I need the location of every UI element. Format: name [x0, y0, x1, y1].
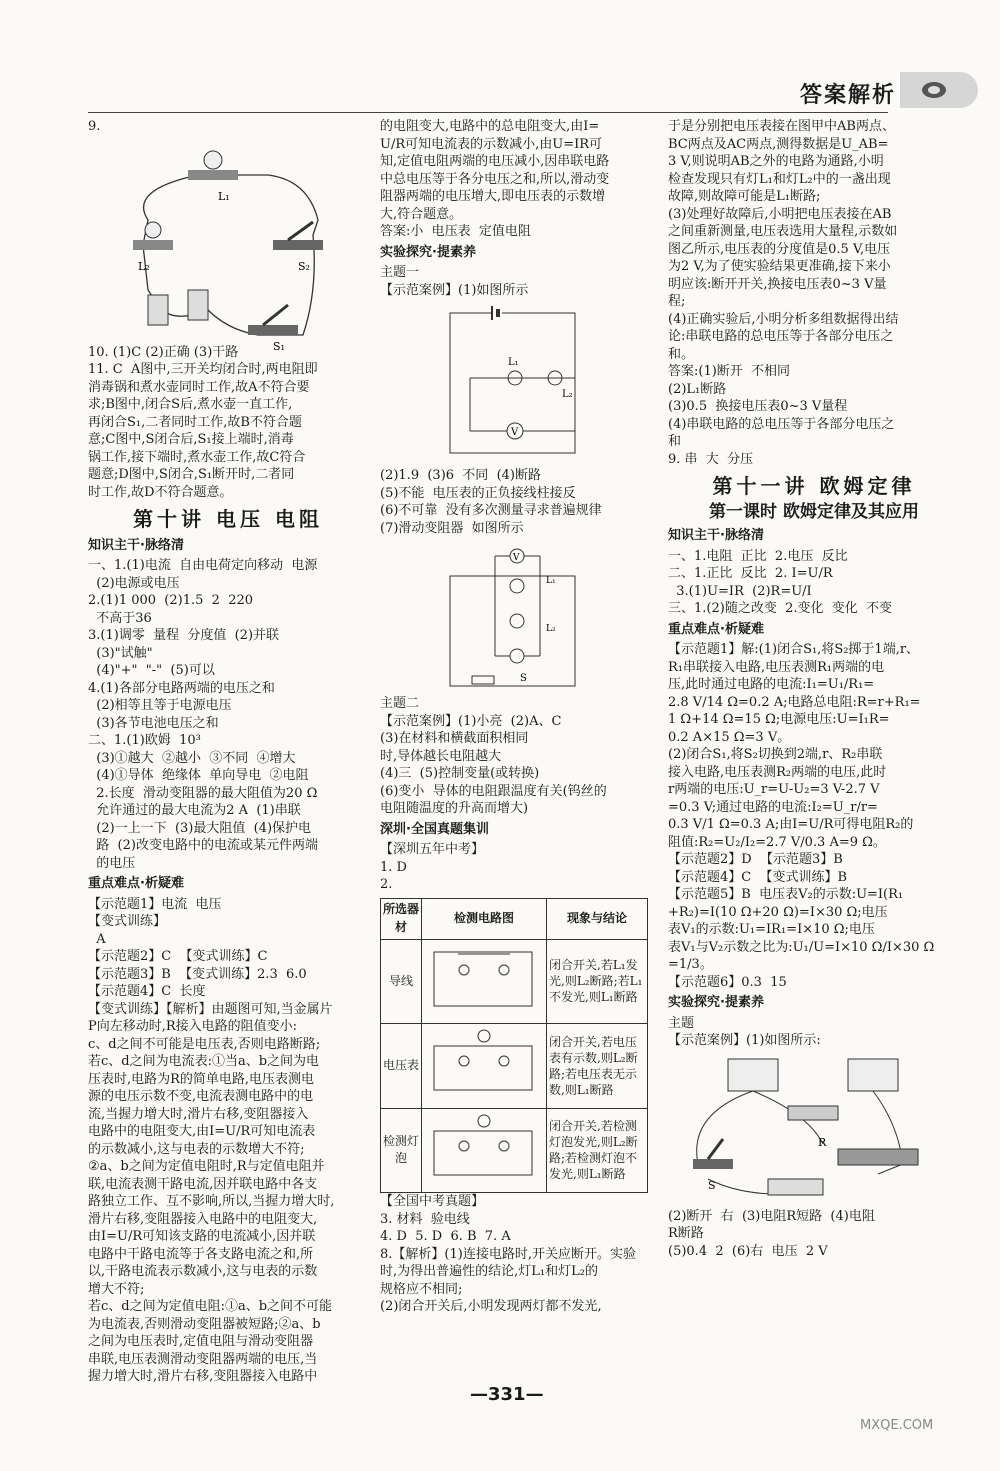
text-line: 程; [668, 294, 686, 309]
table-cell: 检测灯泡 [381, 1108, 422, 1193]
figure-label-l2: L₂ [562, 389, 573, 400]
table-row [381, 939, 648, 1024]
table-header: 检测电路图 [422, 898, 547, 939]
text-line: 10. (1)C (2)正确 (3)干路 [88, 344, 239, 360]
text-line: 联,电流表测干路电流,因并联电路中各支 [88, 1176, 318, 1192]
topic-label: 主题 [668, 1015, 695, 1031]
text-line: 题意;D图中,S闭合,S₁断开时,二者同 [88, 467, 295, 482]
banner-real-tests: 深圳·全国真题集训 [380, 821, 489, 837]
banner-key-points: 重点难点·析疑难 [88, 876, 184, 891]
text-line: (3)0.5 换接电压表0~3 V量程 [668, 399, 848, 414]
text-line: U/R可知电流表的示数减小,由U=IR可 [380, 136, 603, 152]
text-line: 【变式训练】【解析】由题图可知,当金属片 [88, 1001, 333, 1017]
figure-label-s1: S₁ [273, 339, 285, 353]
figure-label-r: R [818, 1135, 827, 1149]
text-line: 于是分别把电压表接在图甲中AB两点、 [668, 119, 895, 134]
text-line: 若c、d之间为电流表:①当a、b之间为电 [88, 1054, 320, 1069]
ammeter-icon [728, 1059, 778, 1091]
text-line: 压表时,电路为R的简单电路,电压表测电 [88, 1071, 315, 1087]
table-cell: 闭合开关,若检测灯泡发光,则L₂断路;若检测灯泡不发光,则L₁断路 [547, 1108, 648, 1193]
text-line: 时工作,故D不符合题意。 [88, 484, 233, 500]
text-line: (3)各节电池电压之和 [88, 715, 219, 731]
text-line: 为电流表,否则滑动变阻器被短路;②a、b [88, 1316, 321, 1332]
text-line: (2)1.9 (3)6 不同 (4)断路 [380, 468, 541, 483]
text-line: (2)电源或电压 [88, 575, 180, 591]
text-line: (5)0.4 2 (6)右 电压 2 V [668, 1243, 828, 1259]
text-line: 串联,电压表测滑动变阻器两端的电压,当 [88, 1351, 318, 1367]
table-header-row [381, 898, 648, 939]
text-line: 的电压 [88, 855, 136, 871]
text-line: (5)不能 电压表的正负接线柱接反 [380, 485, 576, 501]
text-line: 锅工作,接下端时,煮水壶工作,故C符合 [88, 449, 306, 465]
table-header: 现象与结论 [547, 898, 648, 939]
figure-label-v: V [511, 427, 519, 438]
text-line: 由I=U/R可知该支路的电流减小,因并联 [88, 1229, 316, 1244]
text-line: 压,此时通过电路的电流:I₁=U₁/R₁= [668, 677, 875, 692]
text-line: BC两点及AC两点,测得数据是U_AB= [668, 136, 889, 152]
text-line: 时,为得出普遍性的结论,灯L₁和灯L₂的 [380, 1264, 598, 1279]
text-line: 【示范题3】B 【变式训练】2.3 6.0 [88, 966, 307, 982]
text-line: (2)相等且等于电源电压 [88, 698, 232, 713]
text-line: 路 (2)改变电路中的电流或某元件两端 [88, 838, 318, 853]
text-line: 【示范案例】(1)小亮 (2)A、C [380, 713, 562, 729]
table-cell: 闭合开关,若电压表有示数,则L₂断路;若电压表无示数,则L₁断路 [547, 1024, 648, 1109]
banner-key-points: 重点难点·析疑难 [668, 621, 764, 637]
text-line: 表V₁的示数:U₁=IR₁=I×10 Ω;电压 [668, 922, 875, 937]
book-icon [900, 72, 978, 108]
series-circuit-figure [380, 303, 580, 463]
header-rule [88, 112, 888, 113]
text-line: 【示范题2】D 【示范题3】B [668, 852, 843, 867]
text-line: 3.(1)U=IR (2)R=U/I [668, 583, 812, 599]
text-line: 论:串联电路的总电压等于各部分电压之 [668, 329, 894, 344]
text-line: 意;C图中,S闭合后,S₁接上端时,消毒 [88, 432, 294, 447]
text-line: r两端的电压:U_r=U-U₂=3 V-2.7 V [668, 782, 880, 797]
text-line: 4.(1)各部分电路两端的电压之和 [88, 680, 275, 696]
banner-knowledge: 知识主干·脉络清 [88, 537, 184, 553]
text-line: (7)滑动变阻器 如图所示 [380, 520, 524, 536]
text-line: 的示数减小,这与电表的示数增大不符; [88, 1141, 305, 1157]
text-line: 一、1.(1)电流 自由电荷定向移动 电源 [88, 558, 318, 573]
text-line: 1. D [380, 859, 407, 875]
text-line: 明应该:断开开关,换接电压表0~3 V量 [668, 276, 887, 292]
text-line: 答案:小 电压表 定值电阻 [380, 224, 531, 239]
shenzhen-five-years: 【深圳五年中考】 [380, 842, 485, 857]
demo-case-label: 【示范案例】(1)如图所示: [668, 1033, 821, 1048]
header-badge [900, 72, 978, 108]
text-line: 2.长度 滑动变阻器的最大阻值为20 Ω [88, 785, 318, 801]
text-line: 流,当握力增大时,滑片右移,变阻器接入 [88, 1106, 309, 1122]
text-line: 以,干路电流表示数减小,这与电表的示数 [88, 1264, 318, 1279]
figure-label-l1: L₁ [508, 357, 519, 368]
lesson-title: 第一课时 欧姆定律及其应用 [709, 501, 919, 522]
text-line: 3. 材料 验电线 [380, 1211, 470, 1227]
text-line: (4)①导体 绝缘体 单向导电 ②电阻 [88, 768, 309, 783]
text-line: 之间重新测量,电压表选用大量程,示数如 [668, 224, 898, 239]
table-header: 所选器材 [381, 898, 422, 939]
text-line: 阻值:R₂=U₂/I₂=2.7 V/0.3 A=9 Ω。 [668, 834, 886, 850]
banner-experiment: 实验探究·提素养 [380, 244, 476, 260]
text-line: 【示范题1】电流 电压 [88, 896, 222, 912]
text-line: =0.3 V;通过电路的电流:I₂=U_r/r= [668, 799, 878, 815]
text-line: 若c、d之间为定值电阻:①a、b之间不可能 [88, 1299, 333, 1314]
column-middle [380, 118, 650, 1316]
table-cell-diagram [422, 1108, 547, 1193]
text-line: 和。 [668, 346, 695, 362]
text-line: 大,符合题意。 [380, 206, 463, 222]
text-line: (2)断开 右 (3)电阻R短路 (4)电阻 [668, 1208, 875, 1224]
resistor-icon [788, 1106, 838, 1120]
column-left [88, 118, 368, 1386]
text-line: 路独立工作、互不影响,所以,当握力增大时, [88, 1194, 335, 1209]
table-row [381, 1108, 648, 1193]
table-cell: 电压表 [381, 1024, 422, 1109]
text-line: 源的电压示数不变,电流表测电路中的电 [88, 1089, 314, 1104]
topic-2-label: 主题二 [380, 696, 420, 711]
text-line: (6)变小 导体的电阻跟温度有关(钨丝的 [380, 783, 607, 799]
text-line: R₁串联接入电路,电压表测R₁两端的电 [668, 659, 885, 675]
page-number: —331— [470, 1384, 544, 1405]
text-line: 一、1.电阻 正比 2.电压 反比 [668, 548, 848, 564]
text-line: 允许通过的最大电流为2 A (1)串联 [88, 803, 301, 818]
text-line: 接入电路,电压表测R₂两端的电压,此时 [668, 764, 887, 780]
text-line: 增大不符; [88, 1281, 145, 1297]
national-tests-label: 【全国中考真题】 [380, 1194, 485, 1209]
text-line: c、d之间不可能是电压表,否则电路断路; [88, 1036, 321, 1052]
text-line: 的电阻变大,电路中的总电阻变大,由I= [380, 119, 600, 134]
text-line: 8.【解析】(1)连接电路时,开关应断开。实验 [380, 1246, 636, 1262]
figure-label-s2: S₂ [298, 259, 310, 273]
text-line: (2)一上一下 (3)最大阻值 (4)保护电 [88, 820, 312, 836]
text-line: 答案:(1)断开 不相同 [668, 364, 791, 379]
text-line: ②a、b之间为定值电阻时,R与定值电阻并 [88, 1159, 325, 1174]
text-line: 【变式训练】 [88, 914, 167, 929]
text-line: 不高于36 [88, 610, 152, 626]
text-line: (3)"试触" [88, 645, 153, 661]
text-line: 和 [668, 434, 682, 449]
topic-1-label: 主题一 [380, 265, 420, 280]
text-line: 【示范题4】C 长度 [88, 984, 206, 999]
text-line: (4)正确实验后,小明分析多组数据得出结 [668, 311, 899, 327]
text-line: 2.8 V/14 Ω=0.2 A;电路总电阻:R=r+R₁= [668, 694, 921, 710]
text-line: 【示范题5】B 电压表V₂的示数:U=I(R₁ [668, 887, 904, 902]
text-line: 1 Ω+14 Ω=15 Ω;电源电压:U=I₁R= [668, 712, 890, 727]
table-cell: 导线 [381, 939, 422, 1024]
text-line: 握力增大时,滑片右移,变阻器接入电路中 [88, 1369, 318, 1384]
figure-label-l1: L₁ [546, 576, 556, 586]
text-line: 电路中干路电流等于各支路电流之和,所 [88, 1246, 314, 1262]
text-line: 消毒锅和煮水壶同时工作,故A不符合要 [88, 379, 310, 395]
text-line: (3)①越大 ②越小 ③不同 ④增大 [88, 750, 296, 766]
text-line: 0.2 A×15 Ω=3 V。 [668, 729, 791, 745]
text-line: (4)三 (5)控制变量(或转换) [380, 766, 540, 781]
table-cell: 闭合开关,若L₁发光,则L₂断路;若L₁不发光,则L₁断路 [547, 939, 648, 1024]
text-line: A [88, 931, 106, 947]
text-line: 检查发现只有灯L₁和灯L₂中的一盏出现 [668, 171, 891, 187]
text-line: 【示范题4】C 【变式训练】B [668, 869, 848, 885]
text-line: =1/3。 [668, 957, 713, 972]
text-line: 表V₁与V₂示数之比为:U₁/U=I×10 Ω/I×30 Ω [668, 939, 935, 955]
banner-experiment: 实验探究·提素养 [668, 995, 764, 1010]
figure-label-l2: L₂ [546, 624, 556, 634]
header-title: 答案解析 [800, 83, 897, 108]
text-line: 之间为电压表时,定值电阻与滑动变阻器 [88, 1334, 314, 1349]
text-line: (2)闭合S₁,将S₂切换到2端,r、R₂串联 [668, 747, 883, 762]
figure-label-s: S [708, 1178, 716, 1192]
text-line: 阻器两端的电压增大,即电压表的示数增 [380, 189, 606, 204]
text-line: (2)L₁断路 [668, 381, 727, 397]
page-header [0, 72, 1000, 112]
rheostat-icon [472, 676, 494, 684]
text-line: 电路中的电阻变大,由I=U/R可知电流表 [88, 1124, 316, 1139]
text-line: 故障,则故障可能是L₁断路; [668, 189, 821, 204]
rheostat-circuit-figure [380, 541, 580, 691]
text-line: +R₂)=I(10 Ω+20 Ω)=I×30 Ω;电压 [668, 904, 888, 920]
text-line: 【示范题2】C 【变式训练】C [88, 949, 268, 964]
text-line: (2)闭合开关后,小明发现两灯都不发光, [380, 1299, 602, 1314]
figure-label-l2: L₂ [138, 259, 150, 273]
text-line: (3)处理好故障后,小明把电压表接在AB [668, 206, 892, 222]
text-line: 为2 V,为了使实验结果更准确,接下来小 [668, 259, 891, 274]
table-row [381, 1024, 648, 1109]
lamp-check-diagram [424, 1111, 542, 1185]
text-line: 再闭合S₁,二者同时工作,故B不符合题 [88, 414, 302, 430]
voltmeter-icon [848, 1059, 898, 1091]
text-line: 电阻随温度的升高而增大) [380, 801, 529, 816]
text-line: (3)在材料和横截面积相同 [380, 731, 529, 746]
text-line: R断路 [668, 1226, 704, 1241]
column-right [668, 118, 960, 1260]
battery-icon [768, 1179, 823, 1195]
voltmeter-check-diagram [424, 1026, 542, 1100]
section-title-11: 第十一讲 欧姆定律 [712, 474, 916, 498]
text-line: 求;B图中,闭合S后,煮水壶一直工作, [88, 397, 293, 412]
text-line: 11. C A图中,三开关均闭合时,两电阻即 [88, 362, 318, 377]
figure-label-v: V [513, 553, 520, 563]
text-line: 2.(1)1 000 (2)1.5 2 220 [88, 593, 254, 608]
text-line: 【示范题1】解:(1)闭合S₁,将S₂掷于1端,r、 [668, 642, 920, 657]
question-9-label: 9. [88, 119, 101, 134]
text-line: 9. 串 大 分压 [668, 451, 754, 467]
text-line: 二、1.正比 反比 2. I=U/R [668, 566, 833, 581]
text-line: (4)串联电路的总电压等于各部分电压之 [668, 416, 895, 432]
text-line: 规格应不相同; [380, 1281, 463, 1297]
table-cell-diagram [422, 1024, 547, 1109]
text-line: 滑片右移,变阻器接入电路中的电阻变大, [88, 1211, 318, 1227]
text-line: P向左移动时,R接入电路的阻值变小: [88, 1019, 298, 1034]
figure-label-l1: L₁ [218, 189, 230, 203]
banner-knowledge: 知识主干·脉络清 [668, 528, 764, 543]
text-line: (4)"+" "-" (5)可以 [88, 663, 215, 678]
text-line: 三、1.(2)随之改变 2.变化 变化 不变 [668, 601, 893, 616]
table-cell-diagram [422, 939, 547, 1024]
text-line: 知,定值电阻两端的电压减小,因串联电路 [380, 154, 610, 169]
text-line: 3 V,则说明AB之外的电路为通路,小明 [668, 154, 884, 169]
rheostat-icon [838, 1149, 918, 1165]
text-line: 3.(1)调零 量程 分度值 (2)并联 [88, 628, 280, 643]
text-line: (6)不可靠 没有多次测量寻求普遍规律 [380, 503, 602, 518]
text-line: 二、1.(1)欧姆 10³ [88, 733, 201, 748]
section-title-10: 第十讲 电压 电阻 [133, 507, 323, 531]
text-line: 0.3 V/1 Ω=0.3 A;由I=U/R可得电阻R₂的 [668, 817, 914, 832]
watermark: MXQE.COM [860, 1418, 934, 1433]
text-line: 【示范题6】0.3 15 [668, 974, 787, 990]
figure-label-s: S [520, 673, 527, 684]
text-line: 时,导体越长电阻越大 [380, 748, 502, 764]
text-line: 中总电压等于各分电压之和,所以,滑动变 [380, 171, 610, 187]
text-line: 4. D 5. D 6. B 7. A [380, 1229, 511, 1244]
wire-check-diagram [424, 942, 542, 1016]
demo-case-label: 【示范案例】(1)如图所示 [380, 282, 529, 298]
ohm-experiment-figure [668, 1054, 928, 1204]
detection-table [380, 898, 648, 1194]
text-line: 图乙所示,电压表的分度值是0.5 V,电压 [668, 241, 891, 257]
text-line: 2. [380, 877, 393, 892]
